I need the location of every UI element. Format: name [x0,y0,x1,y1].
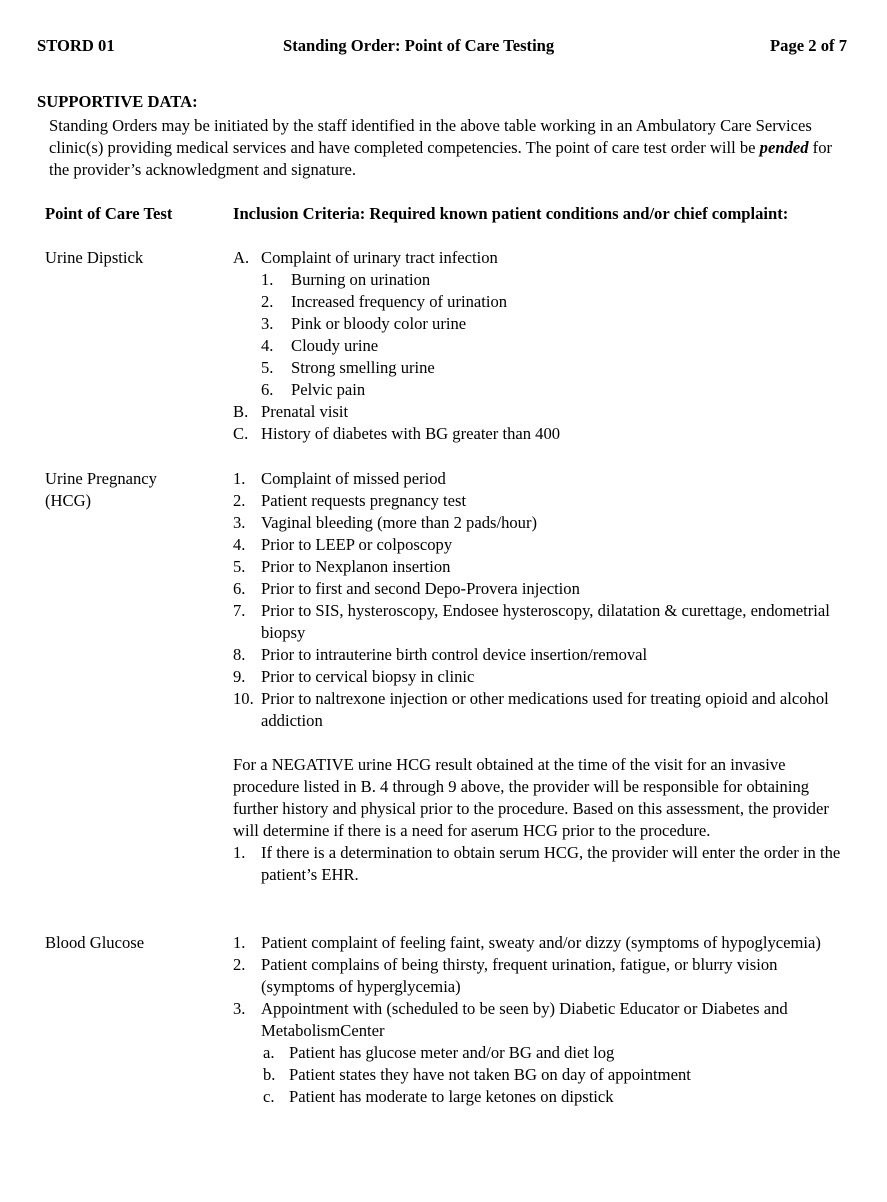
list-marker: c. [263,1087,275,1106]
list-item [233,269,843,291]
list-item [233,1042,843,1064]
list-item [233,468,843,490]
hcg-negative-note: For a NEGATIVE urine HCG result obtained at the time of the visit for an invasive procedure listed in B. 4 through 9 above, the provider will be responsible for obtaining further history and physical prior to the procedure. Based on this assessment, the provider will determine if there is a need for aserum HCG prior to the procedure. [233,755,829,840]
list-text: Patient has glucose meter and/or BG and diet log [289,1043,615,1062]
list-item [233,954,843,998]
list-marker: A. [233,248,250,267]
list-item [233,490,843,512]
list-marker: a. [263,1043,275,1062]
list-marker: 9. [233,667,246,686]
list-marker: 1. [233,469,246,488]
list-text: Burning on urination [291,270,431,289]
supportive-text-after: for the provider’s acknowledgment and signature. [49,138,833,179]
list-text: Patient complains of being thirsty, frequent urination, fatigue, or blurry vision (symptoms of hyperglycemia) [261,955,778,996]
document-id: STORD 01 [37,36,115,55]
document-title: Standing Order: Point of Care Testing [283,36,555,55]
list-item [233,247,843,269]
list-marker: 6. [261,380,274,399]
list-marker: B. [233,402,249,421]
list-item [233,357,843,379]
list-item [233,1086,843,1108]
list-item [233,512,843,534]
list-item [233,379,843,401]
list-text: Vaginal bleeding (more than 2 pads/hour) [261,513,538,532]
page-number: Page 2 of 7 [770,36,847,55]
list-text: Pink or bloody color urine [291,314,467,333]
list-text: History of diabetes with BG greater than 400 [261,424,561,443]
list-marker: 7. [233,601,246,620]
list-text: Patient has moderate to large ketones on dipstick [289,1087,614,1106]
list-item [233,644,843,666]
list-text: Appointment with (scheduled to be seen by) Diabetic Educator or Diabetes and MetabolismCenter [261,999,788,1040]
list-text: Patient complaint of feeling faint, sweaty and/or dizzy (symptoms of hypoglycemia) [261,933,821,952]
list-text: Prior to naltrexone injection or other medications used for treating opioid and alcohol addiction [261,689,829,730]
list-marker: 10. [233,689,254,708]
list-item [233,998,843,1042]
list-marker: C. [233,424,249,443]
list-text: Complaint of missed period [261,469,446,488]
list-marker: 5. [233,557,246,576]
list-marker: 4. [233,535,246,554]
list-text: Pelvic pain [291,380,366,399]
list-text: Complaint of urinary tract infection [261,248,498,267]
test-name-line: (HCG) [45,491,92,510]
list-text: Patient states they have not taken BG on day of appointment [289,1065,691,1084]
list-marker: b. [263,1065,276,1084]
list-marker: 2. [261,292,274,311]
list-marker: 3. [233,513,246,532]
list-marker: 3. [261,314,274,333]
list-text: Prior to intrauterine birth control device insertion/removal [261,645,648,664]
list-text: Cloudy urine [291,336,379,355]
col-header-criteria: Inclusion Criteria: Required known patient conditions and/or chief complaint: [233,204,789,223]
list-item [233,842,843,886]
list-item [233,932,843,954]
list-marker: 2. [233,955,246,974]
list-item [233,335,843,357]
list-item [233,313,843,335]
supportive-text-before: Standing Orders may be initiated by the staff identified in the above table working in an Ambulatory Care Services clinic(s) providing medical services and have completed competencies. The point of care test order will be [49,116,812,157]
list-item [233,401,843,423]
list-marker: 1. [233,843,246,862]
list-item [233,556,843,578]
list-item [233,291,843,313]
supportive-data-heading: SUPPORTIVE DATA: [37,92,198,111]
list-item [233,423,843,445]
col-header-test: Point of Care Test [45,204,173,223]
list-text: Increased frequency of urination [291,292,508,311]
list-item [233,578,843,600]
list-item [233,666,843,688]
list-text: Prior to first and second Depo-Provera injection [261,579,580,598]
test-name-urine-pregnancy [45,468,157,512]
list-marker: 3. [233,999,246,1018]
urine-dipstick-criteria [233,247,843,445]
list-text: Prior to SIS, hysteroscopy, Endosee hysteroscopy, dilatation & curettage, endometrial biopsy [261,601,830,642]
test-name-blood-glucose: Blood Glucose [45,933,145,952]
list-item [233,688,843,732]
list-marker: 6. [233,579,246,598]
list-text: Prenatal visit [261,402,349,421]
list-text: If there is a determination to obtain serum HCG, the provider will enter the order in the patient’s EHR. [261,843,841,884]
list-marker: 5. [261,358,274,377]
list-item [233,534,843,556]
blood-glucose-criteria [233,932,843,1108]
supportive-data-text [49,115,839,181]
list-item [233,1064,843,1086]
list-text: Strong smelling urine [291,358,435,377]
list-item [233,600,843,644]
list-text: Prior to Nexplanon insertion [261,557,451,576]
list-text: Patient requests pregnancy test [261,491,467,510]
supportive-emphasis: pended [759,138,809,157]
list-text: Prior to LEEP or colposcopy [261,535,453,554]
list-marker: 1. [261,270,274,289]
list-marker: 2. [233,491,246,510]
list-marker: 1. [233,933,246,952]
test-name-line: Urine Pregnancy [45,469,157,488]
test-name-urine-dipstick: Urine Dipstick [45,248,144,267]
list-text: Prior to cervical biopsy in clinic [261,667,475,686]
list-marker: 8. [233,645,246,664]
list-marker: 4. [261,336,274,355]
urine-pregnancy-criteria [233,468,843,886]
